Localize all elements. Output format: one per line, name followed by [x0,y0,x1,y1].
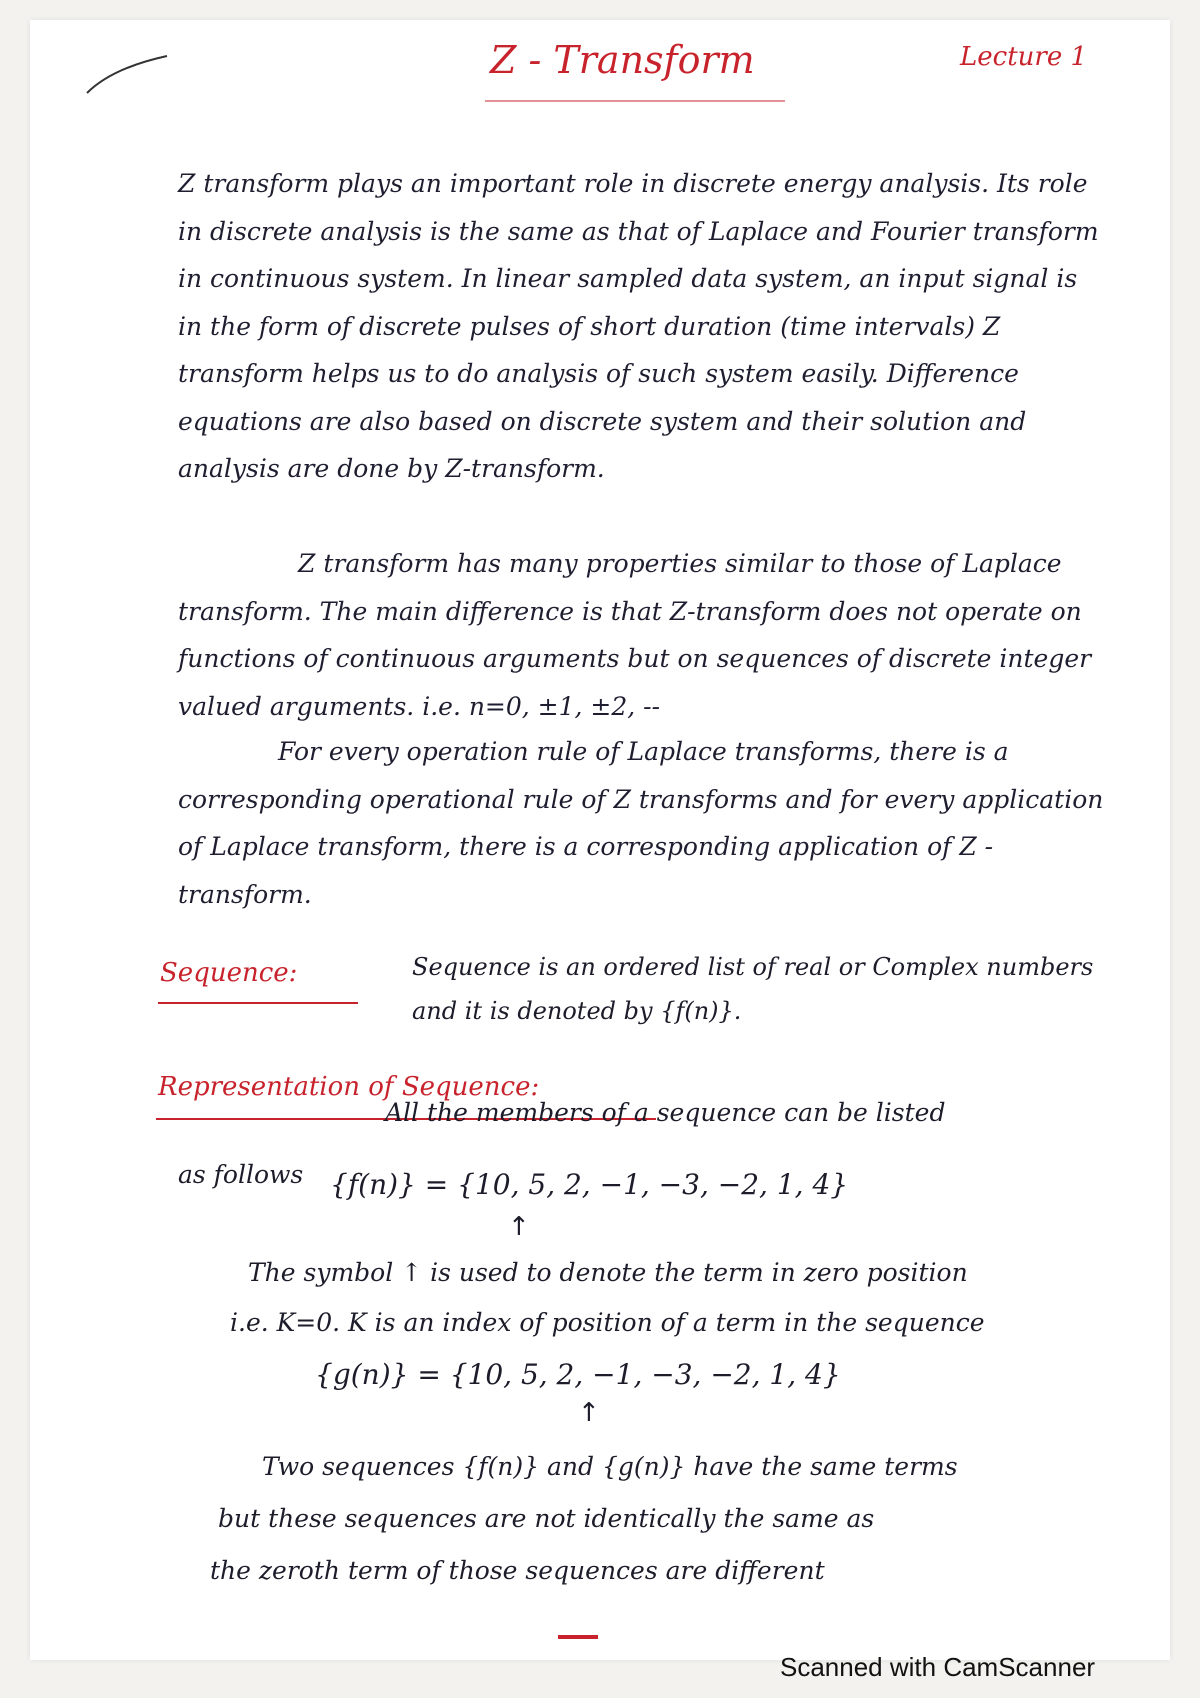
paragraph-intro: Z transform plays an important role in discrete energy analysis. Its role in discrete analysis is the same as that of Laplace and Fourier transform in continuous system. In linear sampled data system, an input signal is in the form of discrete pulses of short duration (time intervals) Z transform helps us to do analysis of such system easily. Difference equations are also based on discrete system and their solution and analysis are done by Z-transform. [178,169,1099,483]
compare-line-2: but these sequences are not identically the same as [218,1504,875,1533]
pen-stroke-mark [82,48,172,98]
sequence-heading-underline [158,1002,358,1004]
g-sequence-equation: {g(n)} = {10, 5, 2, −1, −3, −2, 1, 4} [315,1358,841,1391]
symbol-explanation-2: i.e. K=0. K is an index of position of a term in the sequence [230,1308,985,1337]
title-underline [485,100,785,102]
paragraph-operations: For every operation rule of Laplace transforms, there is a corresponding operational rule of Z transforms and for every application of Laplace transform, there is a corresponding application of Z - transform. [178,737,1104,909]
notebook-page [30,20,1170,1660]
compare-line-3: the zeroth term of those sequences are different [210,1556,825,1585]
representation-heading: Representation of Sequence: [158,1072,540,1102]
zero-position-arrow-g: ↑ [578,1398,600,1428]
bottom-red-mark [558,1635,598,1639]
zero-position-arrow-f: ↑ [508,1212,530,1242]
as-follows-label: as follows [178,1160,304,1189]
page-title: Z - Transform [490,38,755,82]
camscanner-watermark: Scanned with CamScanner [780,1652,1096,1682]
representation-intro: All the members of a sequence can be listed [385,1098,946,1127]
paragraph-properties: Z transform has many properties similar to those of Laplace transform. The main difference is that Z-transform does not operate on functions of continuous arguments but on sequences of discrete integer valued arguments. i.e. n=0, ±1, ±2, -- [178,549,1092,721]
compare-line-1: Two sequences {f(n)} and {g(n)} have the same terms [262,1452,958,1481]
sequence-heading: Sequence: [160,958,298,988]
symbol-explanation-1: The symbol ↑ is used to denote the term in zero position [248,1258,968,1287]
sequence-definition: Sequence is an ordered list of real or Complex numbers and it is denoted by {f(n)}. [412,953,1094,1025]
f-sequence-equation: {f(n)} = {10, 5, 2, −1, −3, −2, 1, 4} [330,1168,849,1201]
lecture-label: Lecture 1 [960,42,1088,72]
